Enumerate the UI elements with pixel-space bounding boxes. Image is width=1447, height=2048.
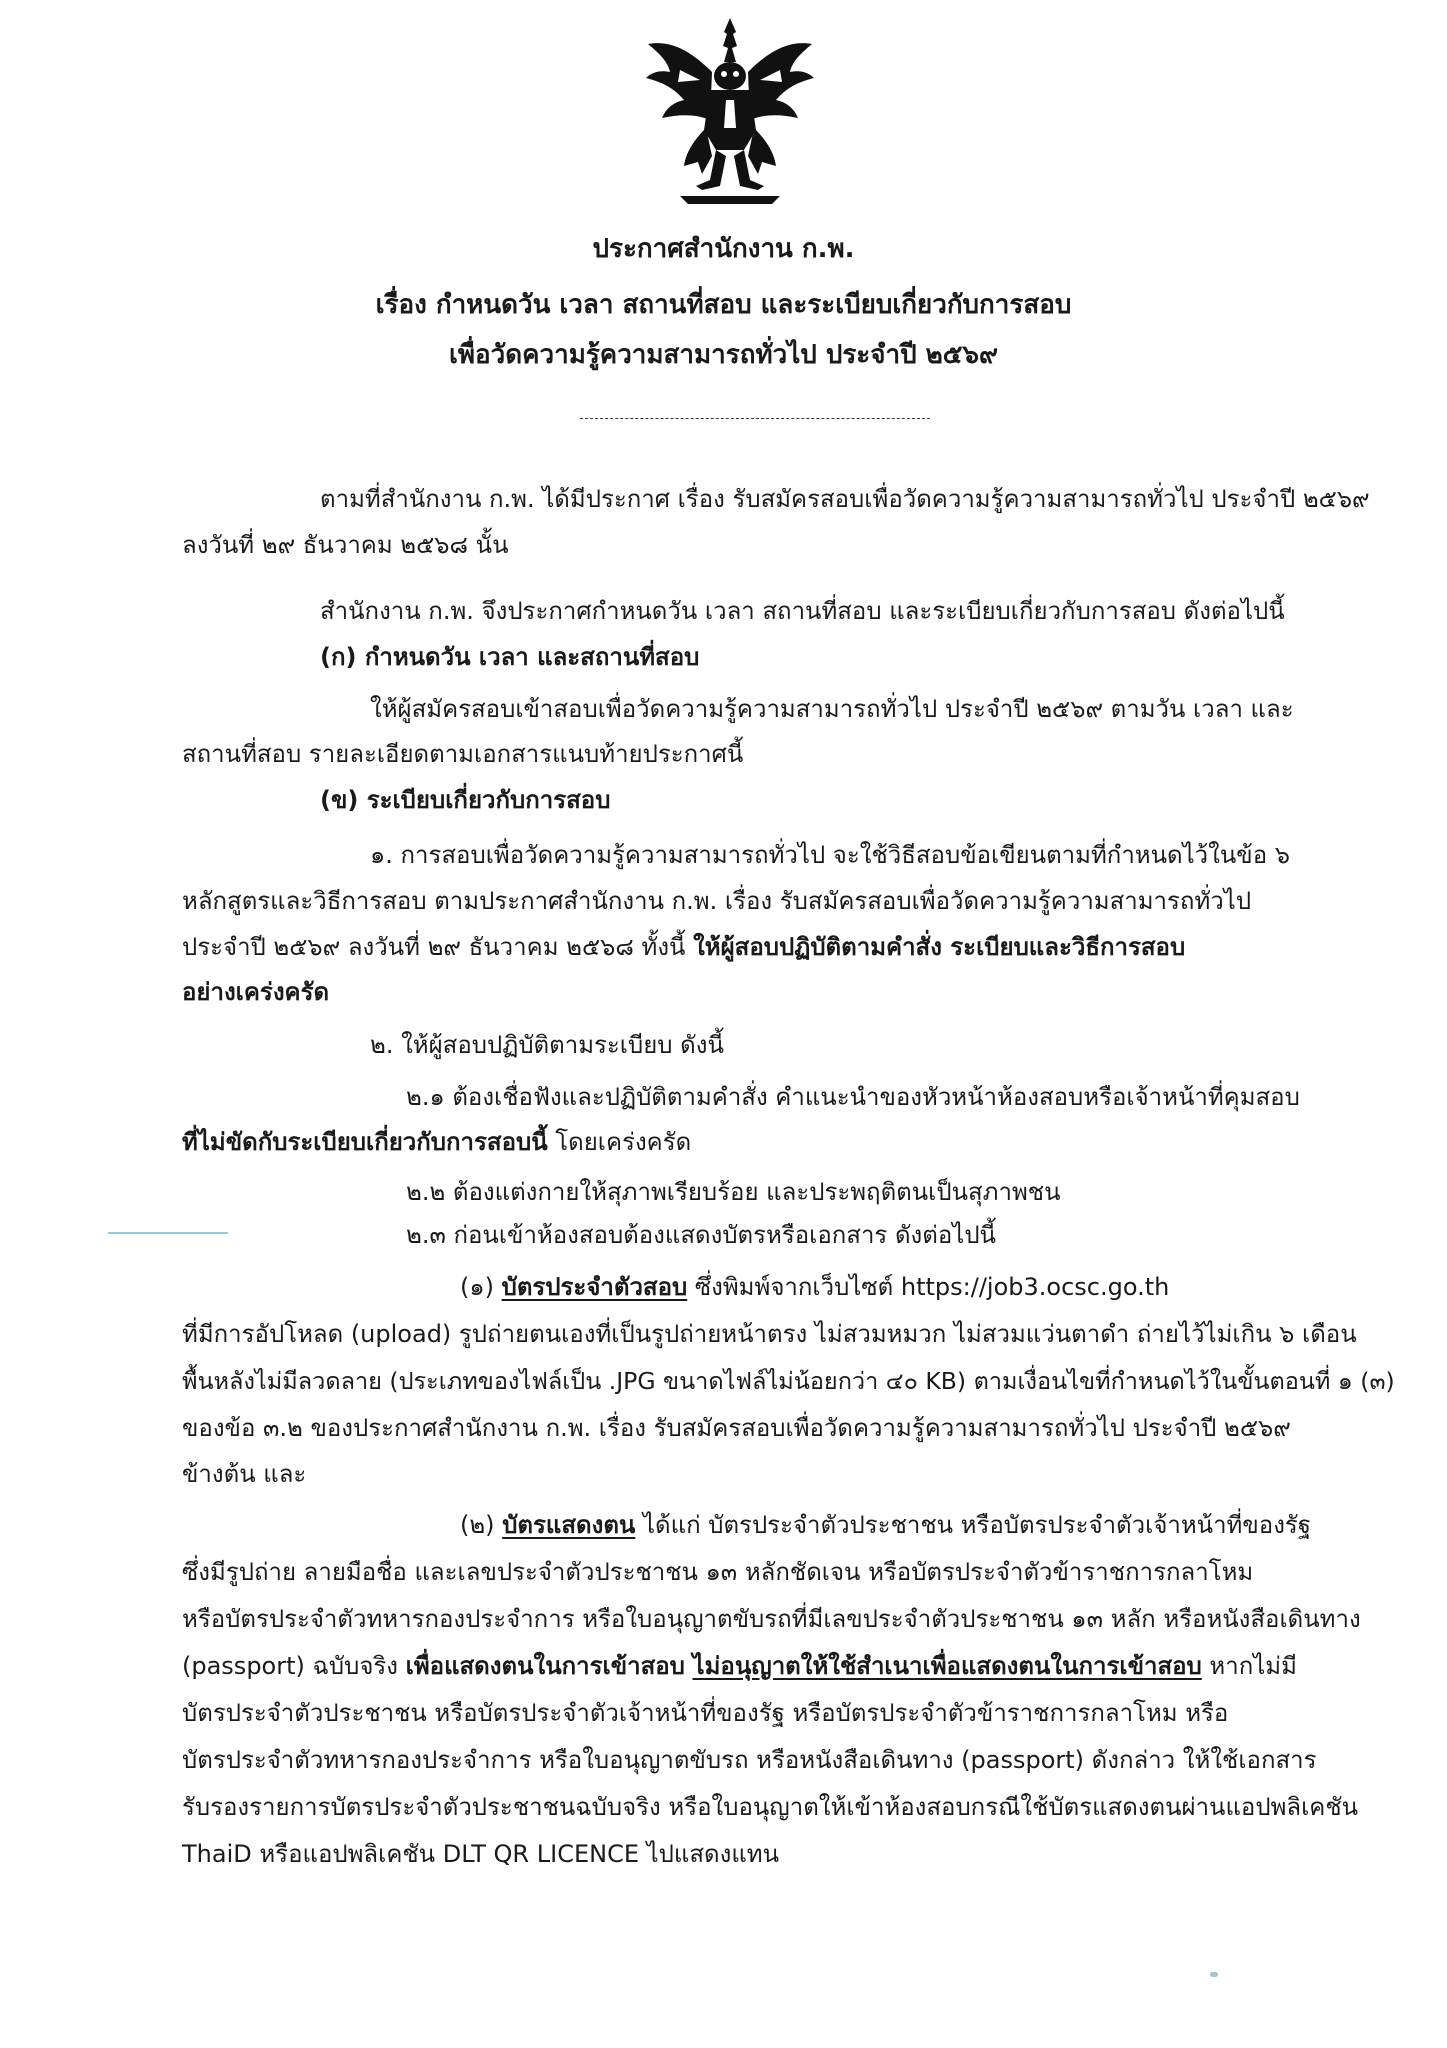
card-2-line-6: บัตรประจำตัวทหารกองประจำการ หรือใบอนุญาตขับรถ หรือหนังสือเดินทาง (passport) ดังกล่าว ให้ใช้เอกสาร	[182, 1746, 1317, 1774]
card-1-line-3: พื้นหลังไม่มีลวดลาย (ประเภทของไฟล์เป็น .JPG ขนาดไฟล์ไม่น้อยกว่า ๔๐ KB) ตามเงื่อนไขที่กำหนดไว้ในขั้นตอนที่ ๑ (๓)	[182, 1367, 1395, 1395]
section-b-heading: (ข) ระเบียบเกี่ยวกับการสอบ	[320, 786, 611, 814]
item-2-1-line-2: ที่ไม่ขัดกับระเบียบเกี่ยวกับการสอบนี้ โดยเคร่งครัด	[182, 1128, 692, 1156]
section-a-heading: (ก) กำหนดวัน เวลา และสถานที่สอบ	[320, 643, 700, 671]
item-2-3: ๒.๓ ก่อนเข้าห้องสอบต้องแสดงบัตรหรือเอกสาร ดังต่อไปนี้	[406, 1221, 996, 1249]
card-2-line-8: ThaiD หรือแอปพลิเคชัน DLT QR LICENCE ไปแสดงแทน	[182, 1840, 780, 1868]
item-1-line-4: อย่างเคร่งครัด	[182, 978, 330, 1006]
section-a-line-2: สถานที่สอบ รายละเอียดตามเอกสารแนบท้ายประกาศนี้	[182, 740, 744, 768]
item-2-2: ๒.๒ ต้องแต่งกายให้สุภาพเรียบร้อย และประพฤติตนเป็นสุภาพชน	[406, 1178, 1061, 1206]
document-subject-line2: เพื่อวัดความรู้ความสามารถทั่วไป ประจำปี ๒๕๖๙	[448, 340, 999, 370]
document-title: ประกาศสำนักงาน ก.พ.	[592, 234, 855, 264]
item-1-line-1: ๑. การสอบเพื่อวัดความรู้ความสามารถทั่วไป จะใช้วิธีสอบข้อเขียนตามที่กำหนดไว้ในข้อ ๖	[370, 841, 1290, 869]
card-1-line-2: ที่มีการอัปโหลด (upload) รูปถ่ายตนเองที่เป็นรูปถ่ายหน้าตรง ไม่สวมหมวก ไม่สวมแว่นตาดำ ถ่ายไว้ไม่เกิน ๖ เดือน	[182, 1320, 1357, 1348]
document-subject: เรื่อง กำหนดวัน เวลา สถานที่สอบ และระเบียบเกี่ยวกับการสอบ	[375, 290, 1072, 320]
item-2: ๒. ให้ผู้สอบปฏิบัติตามระเบียบ ดังนี้	[370, 1031, 724, 1059]
card-2-line-3: หรือบัตรประจำตัวทหารกองประจำการ หรือใบอนุญาตขับรถที่มีเลขประจำตัวประชาชน ๑๓ หลัก หรือหนังสือเดินทาง	[182, 1605, 1361, 1633]
card-2-line-1: (๒) บัตรแสดงตน ได้แก่ บัตรประจำตัวประชาชน หรือบัตรประจำตัวเจ้าหน้าที่ของรัฐ	[460, 1511, 1312, 1539]
card-2-line-5: บัตรประจำตัวประชาชน หรือบัตรประจำตัวเจ้าหน้าที่ของรัฐ หรือบัตรประจำตัวข้าราชการกลาโหม หรือ	[182, 1699, 1229, 1727]
paragraph-1-line-2: ลงวันที่ ๒๙ ธันวาคม ๒๕๖๘ นั้น	[182, 531, 509, 559]
card-2-line-4: (passport) ฉบับจริง เพื่อแสดงตนในการเข้าสอบ ไม่อนุญาตให้ใช้สำเนาเพื่อแสดงตนในการเข้าสอบ หากไม่มี	[182, 1652, 1297, 1680]
paragraph-1-line-1: ตามที่สำนักงาน ก.พ. ได้มีประกาศ เรื่อง รับสมัครสอบเพื่อวัดความรู้ความสามารถทั่วไป ประจำปี ๒๕๖๙	[320, 485, 1370, 513]
card-1-line-1: (๑) บัตรประจำตัวสอบ ซึ่งพิมพ์จากเว็บไซต์ https://job3.ocsc.go.th	[460, 1273, 1170, 1301]
paragraph-2: สำนักงาน ก.พ. จึงประกาศกำหนดวัน เวลา สถานที่สอบ และระเบียบเกี่ยวกับการสอบ ดังต่อไปนี้	[320, 597, 1285, 625]
garuda-emblem-icon	[640, 10, 820, 210]
scan-mark	[108, 1232, 228, 1234]
item-1-line-3: ประจำปี ๒๕๖๙ ลงวันที่ ๒๙ ธันวาคม ๒๕๖๘ ทั้งนี้ ให้ผู้สอบปฏิบัติตามคำสั่ง ระเบียบและวิธีการสอบ	[182, 933, 1186, 961]
id-card-title: บัตรแสดงตน	[502, 1511, 636, 1539]
section-a-line-1: ให้ผู้สมัครสอบเข้าสอบเพื่อวัดความรู้ความสามารถทั่วไป ประจำปี ๒๕๖๙ ตามวัน เวลา และ	[370, 695, 1294, 723]
card-1-line-5: ข้างต้น และ	[182, 1460, 307, 1488]
card-2-line-7: รับรองรายการบัตรประจำตัวประชาชนฉบับจริง หรือใบอนุญาตให้เข้าห้องสอบกรณีใช้บัตรแสดงตนผ่านแอปพลิเคชัน	[182, 1793, 1359, 1821]
scan-dot	[1210, 1972, 1218, 1977]
card-1-line-4: ของข้อ ๓.๒ ของประกาศสำนักงาน ก.พ. เรื่อง รับสมัครสอบเพื่อวัดความรู้ความสามารถทั่วไป ประจำปี ๒๕๖๙	[182, 1414, 1291, 1442]
card-2-line-2: ซึ่งมีรูปถ่าย ลายมือชื่อ และเลขประจำตัวประชาชน ๑๓ หลักชัดเจน หรือบัตรประจำตัวข้าราชการกลาโหม	[182, 1558, 1254, 1586]
item-2-1-line-1: ๒.๑ ต้องเชื่อฟังและปฏิบัติตามคำสั่ง คำแนะนำของหัวหน้าห้องสอบหรือเจ้าหน้าที่คุมสอบ	[406, 1083, 1300, 1111]
item-1-line-2: หลักสูตรและวิธีการสอบ ตามประกาศสำนักงาน ก.พ. เรื่อง รับสมัครสอบเพื่อวัดความรู้ความสามารถทั่วไป	[182, 887, 1252, 915]
separator-rule	[580, 418, 930, 419]
exam-card-title: บัตรประจำตัวสอบ	[501, 1273, 688, 1301]
